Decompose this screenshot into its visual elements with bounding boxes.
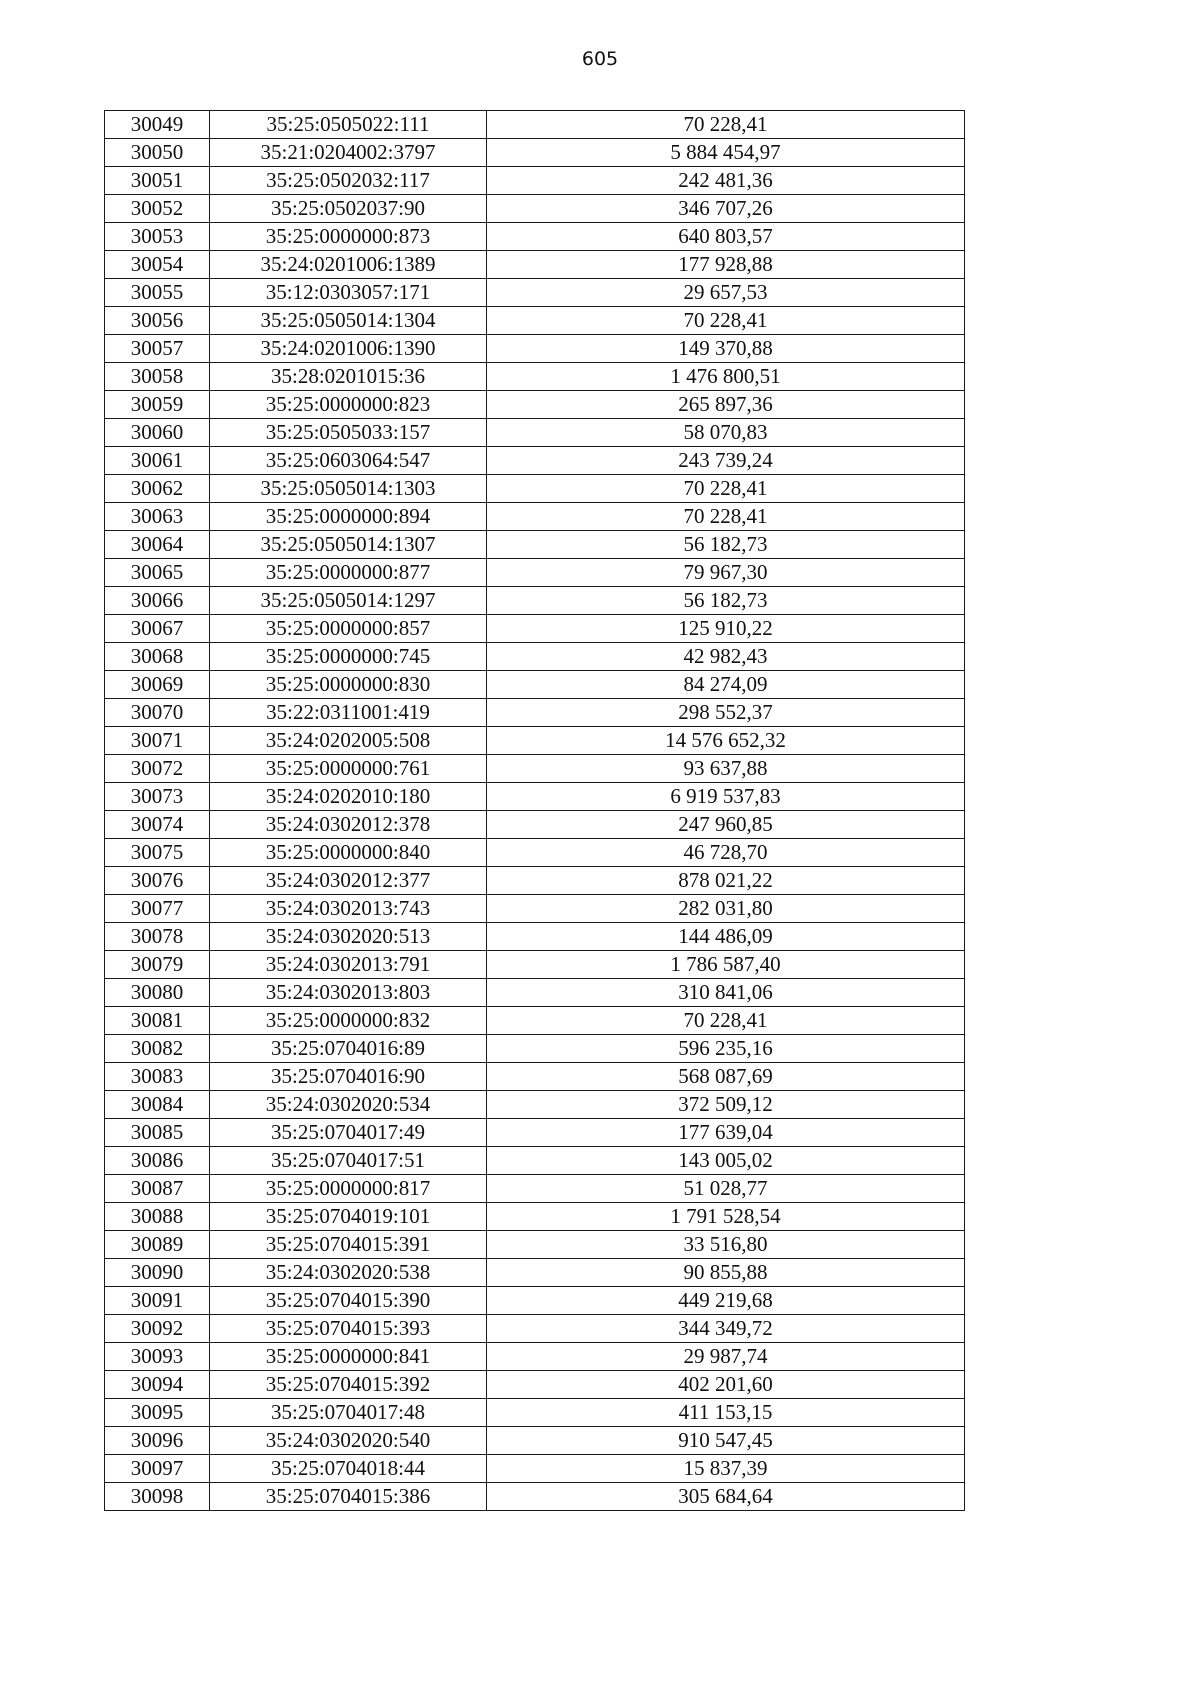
cadastral-number-cell: 35:24:0201006:1389 bbox=[210, 251, 487, 279]
table-row bbox=[105, 475, 965, 503]
cadastral-value-cell: 1 786 587,40 bbox=[487, 951, 965, 979]
table-row bbox=[105, 1287, 965, 1315]
row-number-cell: 30092 bbox=[105, 1315, 210, 1343]
row-number-cell: 30086 bbox=[105, 1147, 210, 1175]
cadastral-value-cell: 596 235,16 bbox=[487, 1035, 965, 1063]
cadastral-number-cell: 35:24:0201006:1390 bbox=[210, 335, 487, 363]
table-row bbox=[105, 223, 965, 251]
cadastral-number-cell: 35:25:0000000:761 bbox=[210, 755, 487, 783]
cadastral-value-table bbox=[104, 110, 965, 1511]
cadastral-value-cell: 56 182,73 bbox=[487, 587, 965, 615]
row-number-cell: 30096 bbox=[105, 1427, 210, 1455]
cadastral-value-cell: 29 657,53 bbox=[487, 279, 965, 307]
row-number-cell: 30058 bbox=[105, 363, 210, 391]
cadastral-value-cell: 149 370,88 bbox=[487, 335, 965, 363]
table-row bbox=[105, 111, 965, 139]
cadastral-number-cell: 35:25:0502037:90 bbox=[210, 195, 487, 223]
cadastral-number-cell: 35:24:0302012:377 bbox=[210, 867, 487, 895]
table-row bbox=[105, 615, 965, 643]
table-row bbox=[105, 1091, 965, 1119]
cadastral-number-cell: 35:25:0704015:391 bbox=[210, 1231, 487, 1259]
cadastral-value-cell: 79 967,30 bbox=[487, 559, 965, 587]
row-number-cell: 30089 bbox=[105, 1231, 210, 1259]
table-row bbox=[105, 335, 965, 363]
cadastral-value-cell: 372 509,12 bbox=[487, 1091, 965, 1119]
row-number-cell: 30054 bbox=[105, 251, 210, 279]
cadastral-value-cell: 568 087,69 bbox=[487, 1063, 965, 1091]
table-row bbox=[105, 167, 965, 195]
cadastral-value-cell: 1 791 528,54 bbox=[487, 1203, 965, 1231]
row-number-cell: 30051 bbox=[105, 167, 210, 195]
row-number-cell: 30061 bbox=[105, 447, 210, 475]
cadastral-value-cell: 84 274,09 bbox=[487, 671, 965, 699]
row-number-cell: 30095 bbox=[105, 1399, 210, 1427]
table-row bbox=[105, 1259, 965, 1287]
table-row bbox=[105, 531, 965, 559]
cadastral-number-cell: 35:25:0704015:392 bbox=[210, 1371, 487, 1399]
cadastral-value-cell: 144 486,09 bbox=[487, 923, 965, 951]
row-number-cell: 30052 bbox=[105, 195, 210, 223]
cadastral-number-cell: 35:25:0704017:48 bbox=[210, 1399, 487, 1427]
cadastral-number-cell: 35:25:0603064:547 bbox=[210, 447, 487, 475]
cadastral-number-cell: 35:25:0502032:117 bbox=[210, 167, 487, 195]
row-number-cell: 30076 bbox=[105, 867, 210, 895]
table-row bbox=[105, 1007, 965, 1035]
cadastral-number-cell: 35:25:0000000:817 bbox=[210, 1175, 487, 1203]
row-number-cell: 30055 bbox=[105, 279, 210, 307]
table-row bbox=[105, 923, 965, 951]
cadastral-number-cell: 35:24:0302020:513 bbox=[210, 923, 487, 951]
table-row bbox=[105, 643, 965, 671]
cadastral-number-cell: 35:25:0505014:1303 bbox=[210, 475, 487, 503]
row-number-cell: 30087 bbox=[105, 1175, 210, 1203]
cadastral-number-cell: 35:25:0000000:745 bbox=[210, 643, 487, 671]
cadastral-value-cell: 15 837,39 bbox=[487, 1455, 965, 1483]
cadastral-value-cell: 70 228,41 bbox=[487, 475, 965, 503]
table-row bbox=[105, 195, 965, 223]
table-row bbox=[105, 755, 965, 783]
table-row bbox=[105, 839, 965, 867]
cadastral-value-cell: 14 576 652,32 bbox=[487, 727, 965, 755]
cadastral-value-cell: 243 739,24 bbox=[487, 447, 965, 475]
table-row bbox=[105, 1147, 965, 1175]
table-row bbox=[105, 139, 965, 167]
cadastral-value-cell: 33 516,80 bbox=[487, 1231, 965, 1259]
cadastral-number-cell: 35:12:0303057:171 bbox=[210, 279, 487, 307]
cadastral-value-cell: 344 349,72 bbox=[487, 1315, 965, 1343]
cadastral-number-cell: 35:25:0704018:44 bbox=[210, 1455, 487, 1483]
row-number-cell: 30072 bbox=[105, 755, 210, 783]
cadastral-value-cell: 93 637,88 bbox=[487, 755, 965, 783]
table-row bbox=[105, 363, 965, 391]
cadastral-value-cell: 70 228,41 bbox=[487, 111, 965, 139]
cadastral-number-cell: 35:25:0704015:393 bbox=[210, 1315, 487, 1343]
cadastral-number-cell: 35:25:0000000:840 bbox=[210, 839, 487, 867]
cadastral-number-cell: 35:25:0505014:1297 bbox=[210, 587, 487, 615]
cadastral-value-cell: 640 803,57 bbox=[487, 223, 965, 251]
row-number-cell: 30068 bbox=[105, 643, 210, 671]
cadastral-value-cell: 56 182,73 bbox=[487, 531, 965, 559]
table-row bbox=[105, 251, 965, 279]
table-row bbox=[105, 1231, 965, 1259]
cadastral-number-cell: 35:25:0000000:841 bbox=[210, 1343, 487, 1371]
table-row bbox=[105, 391, 965, 419]
row-number-cell: 30060 bbox=[105, 419, 210, 447]
cadastral-value-cell: 1 476 800,51 bbox=[487, 363, 965, 391]
cadastral-number-cell: 35:25:0704019:101 bbox=[210, 1203, 487, 1231]
cadastral-number-cell: 35:24:0302020:538 bbox=[210, 1259, 487, 1287]
cadastral-number-cell: 35:24:0302013:803 bbox=[210, 979, 487, 1007]
cadastral-number-cell: 35:25:0505022:111 bbox=[210, 111, 487, 139]
cadastral-value-cell: 177 639,04 bbox=[487, 1119, 965, 1147]
table-row bbox=[105, 1399, 965, 1427]
cadastral-number-cell: 35:25:0000000:830 bbox=[210, 671, 487, 699]
row-number-cell: 30075 bbox=[105, 839, 210, 867]
row-number-cell: 30091 bbox=[105, 1287, 210, 1315]
cadastral-value-cell: 402 201,60 bbox=[487, 1371, 965, 1399]
table-row bbox=[105, 587, 965, 615]
cadastral-number-cell: 35:25:0505033:157 bbox=[210, 419, 487, 447]
table-row bbox=[105, 811, 965, 839]
cadastral-value-cell: 265 897,36 bbox=[487, 391, 965, 419]
table-row bbox=[105, 1203, 965, 1231]
cadastral-number-cell: 35:25:0505014:1307 bbox=[210, 531, 487, 559]
page-number: 605 bbox=[581, 48, 619, 70]
cadastral-number-cell: 35:25:0704016:89 bbox=[210, 1035, 487, 1063]
table-row bbox=[105, 503, 965, 531]
row-number-cell: 30083 bbox=[105, 1063, 210, 1091]
row-number-cell: 30077 bbox=[105, 895, 210, 923]
cadastral-value-cell: 411 153,15 bbox=[487, 1399, 965, 1427]
row-number-cell: 30065 bbox=[105, 559, 210, 587]
table-row bbox=[105, 867, 965, 895]
cadastral-number-cell: 35:25:0704017:49 bbox=[210, 1119, 487, 1147]
table-row bbox=[105, 1035, 965, 1063]
row-number-cell: 30070 bbox=[105, 699, 210, 727]
cadastral-value-cell: 878 021,22 bbox=[487, 867, 965, 895]
cadastral-number-cell: 35:25:0704015:390 bbox=[210, 1287, 487, 1315]
cadastral-number-cell: 35:24:0202010:180 bbox=[210, 783, 487, 811]
row-number-cell: 30063 bbox=[105, 503, 210, 531]
row-number-cell: 30066 bbox=[105, 587, 210, 615]
cadastral-number-cell: 35:24:0302020:540 bbox=[210, 1427, 487, 1455]
cadastral-number-cell: 35:24:0302013:791 bbox=[210, 951, 487, 979]
cadastral-value-cell: 449 219,68 bbox=[487, 1287, 965, 1315]
row-number-cell: 30049 bbox=[105, 111, 210, 139]
table-row bbox=[105, 419, 965, 447]
table-row bbox=[105, 1483, 965, 1511]
cadastral-number-cell: 35:24:0202005:508 bbox=[210, 727, 487, 755]
cadastral-value-cell: 29 987,74 bbox=[487, 1343, 965, 1371]
cadastral-number-cell: 35:25:0000000:877 bbox=[210, 559, 487, 587]
row-number-cell: 30094 bbox=[105, 1371, 210, 1399]
cadastral-value-cell: 70 228,41 bbox=[487, 1007, 965, 1035]
row-number-cell: 30053 bbox=[105, 223, 210, 251]
row-number-cell: 30057 bbox=[105, 335, 210, 363]
cadastral-number-cell: 35:25:0704016:90 bbox=[210, 1063, 487, 1091]
cadastral-value-cell: 247 960,85 bbox=[487, 811, 965, 839]
row-number-cell: 30074 bbox=[105, 811, 210, 839]
row-number-cell: 30088 bbox=[105, 1203, 210, 1231]
row-number-cell: 30093 bbox=[105, 1343, 210, 1371]
table-row bbox=[105, 1371, 965, 1399]
cadastral-value-cell: 46 728,70 bbox=[487, 839, 965, 867]
table-row bbox=[105, 699, 965, 727]
table-row bbox=[105, 1455, 965, 1483]
cadastral-value-cell: 298 552,37 bbox=[487, 699, 965, 727]
cadastral-value-cell: 90 855,88 bbox=[487, 1259, 965, 1287]
cadastral-number-cell: 35:25:0704017:51 bbox=[210, 1147, 487, 1175]
cadastral-value-cell: 346 707,26 bbox=[487, 195, 965, 223]
cadastral-value-cell: 177 928,88 bbox=[487, 251, 965, 279]
cadastral-number-cell: 35:25:0000000:894 bbox=[210, 503, 487, 531]
cadastral-value-cell: 42 982,43 bbox=[487, 643, 965, 671]
table-row bbox=[105, 1063, 965, 1091]
table-row bbox=[105, 559, 965, 587]
row-number-cell: 30080 bbox=[105, 979, 210, 1007]
row-number-cell: 30069 bbox=[105, 671, 210, 699]
row-number-cell: 30067 bbox=[105, 615, 210, 643]
cadastral-value-cell: 310 841,06 bbox=[487, 979, 965, 1007]
table-row bbox=[105, 727, 965, 755]
cadastral-value-cell: 70 228,41 bbox=[487, 307, 965, 335]
cadastral-value-cell: 242 481,36 bbox=[487, 167, 965, 195]
table-row bbox=[105, 1343, 965, 1371]
row-number-cell: 30082 bbox=[105, 1035, 210, 1063]
cadastral-number-cell: 35:25:0000000:823 bbox=[210, 391, 487, 419]
table-row bbox=[105, 979, 965, 1007]
cadastral-number-cell: 35:25:0704015:386 bbox=[210, 1483, 487, 1511]
table-row bbox=[105, 279, 965, 307]
cadastral-number-cell: 35:24:0302012:378 bbox=[210, 811, 487, 839]
cadastral-number-cell: 35:25:0000000:873 bbox=[210, 223, 487, 251]
row-number-cell: 30073 bbox=[105, 783, 210, 811]
cadastral-number-cell: 35:25:0000000:832 bbox=[210, 1007, 487, 1035]
cadastral-value-cell: 910 547,45 bbox=[487, 1427, 965, 1455]
row-number-cell: 30098 bbox=[105, 1483, 210, 1511]
cadastral-number-cell: 35:24:0302020:534 bbox=[210, 1091, 487, 1119]
cadastral-number-cell: 35:25:0000000:857 bbox=[210, 615, 487, 643]
cadastral-value-cell: 282 031,80 bbox=[487, 895, 965, 923]
table-row bbox=[105, 1427, 965, 1455]
row-number-cell: 30056 bbox=[105, 307, 210, 335]
row-number-cell: 30085 bbox=[105, 1119, 210, 1147]
row-number-cell: 30062 bbox=[105, 475, 210, 503]
cadastral-value-cell: 143 005,02 bbox=[487, 1147, 965, 1175]
row-number-cell: 30081 bbox=[105, 1007, 210, 1035]
table-row bbox=[105, 307, 965, 335]
row-number-cell: 30090 bbox=[105, 1259, 210, 1287]
cadastral-number-cell: 35:25:0505014:1304 bbox=[210, 307, 487, 335]
table-row bbox=[105, 1175, 965, 1203]
cadastral-value-cell: 58 070,83 bbox=[487, 419, 965, 447]
cadastral-number-cell: 35:21:0204002:3797 bbox=[210, 139, 487, 167]
table-row bbox=[105, 447, 965, 475]
table-row bbox=[105, 951, 965, 979]
table-row bbox=[105, 671, 965, 699]
cadastral-value-cell: 70 228,41 bbox=[487, 503, 965, 531]
row-number-cell: 30084 bbox=[105, 1091, 210, 1119]
cadastral-number-cell: 35:24:0302013:743 bbox=[210, 895, 487, 923]
row-number-cell: 30097 bbox=[105, 1455, 210, 1483]
table-row bbox=[105, 1119, 965, 1147]
cadastral-value-cell: 5 884 454,97 bbox=[487, 139, 965, 167]
row-number-cell: 30059 bbox=[105, 391, 210, 419]
cadastral-value-cell: 125 910,22 bbox=[487, 615, 965, 643]
row-number-cell: 30050 bbox=[105, 139, 210, 167]
cadastral-value-cell: 6 919 537,83 bbox=[487, 783, 965, 811]
row-number-cell: 30079 bbox=[105, 951, 210, 979]
cadastral-number-cell: 35:22:0311001:419 bbox=[210, 699, 487, 727]
row-number-cell: 30071 bbox=[105, 727, 210, 755]
table-body bbox=[105, 111, 965, 1511]
cadastral-value-cell: 51 028,77 bbox=[487, 1175, 965, 1203]
cadastral-number-cell: 35:28:0201015:36 bbox=[210, 363, 487, 391]
table-row bbox=[105, 895, 965, 923]
row-number-cell: 30064 bbox=[105, 531, 210, 559]
row-number-cell: 30078 bbox=[105, 923, 210, 951]
table-row bbox=[105, 783, 965, 811]
cadastral-value-cell: 305 684,64 bbox=[487, 1483, 965, 1511]
table-row bbox=[105, 1315, 965, 1343]
